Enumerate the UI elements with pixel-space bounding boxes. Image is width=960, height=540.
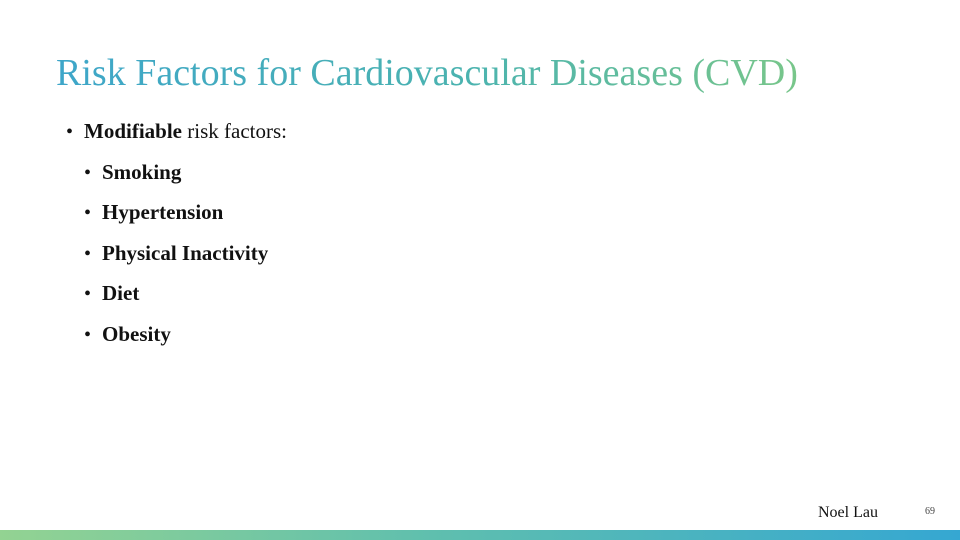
bullet-dot-icon: • (84, 202, 92, 225)
bullet-text (84, 116, 287, 146)
bullet-list (66, 116, 287, 350)
sub-bullet-text: Physical Inactivity (102, 240, 269, 265)
bullet-row (66, 116, 287, 147)
footer-author: Noel Lau (818, 504, 878, 521)
bullet-dot-icon: • (84, 161, 92, 184)
sub-bullet-item (84, 157, 287, 188)
page-number: 69 (925, 506, 935, 517)
sub-bullet-text: Hypertension (102, 200, 224, 225)
sub-bullet-text: Diet (102, 281, 140, 306)
sub-bullet-item (84, 319, 287, 350)
sub-bullet-item (84, 278, 287, 309)
sub-bullet-item (84, 238, 287, 269)
gradient-footer-bar (0, 530, 960, 540)
bullet-item-modifiable (66, 116, 287, 350)
bullet-dot-icon: • (66, 121, 74, 143)
sub-bullet-text: Smoking (102, 159, 182, 184)
bullet-dot-icon: • (84, 242, 92, 265)
sub-bullet-text: Obesity (102, 321, 171, 346)
bullet-dot-icon: • (84, 283, 92, 306)
slide-title: Risk Factors for Cardiovascular Diseases (CVD) (56, 52, 798, 94)
sub-bullet-list (66, 157, 287, 350)
bullet-bold-text: Modifiable (84, 119, 182, 143)
bullet-rest-text: risk factors: (182, 119, 287, 143)
bullet-dot-icon: • (84, 323, 92, 346)
sub-bullet-item (84, 197, 287, 228)
